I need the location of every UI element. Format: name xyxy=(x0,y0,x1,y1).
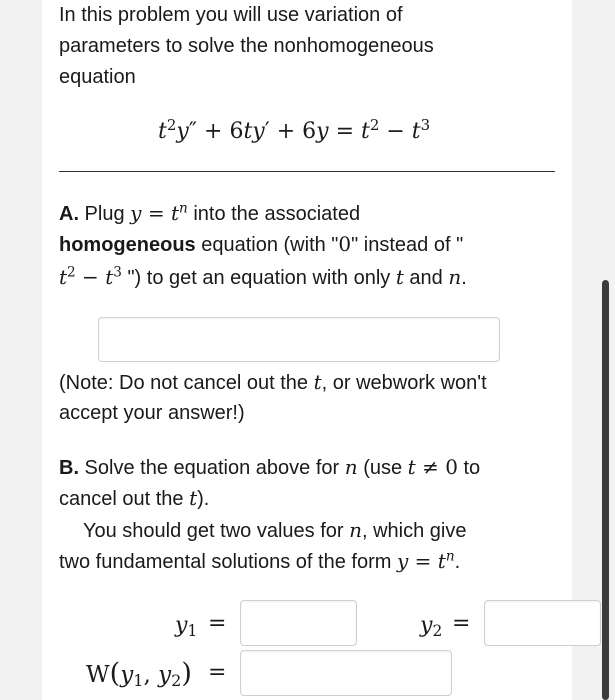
part-b-line-2: cancel out the t). xyxy=(59,486,210,510)
wronskian-equals: = xyxy=(208,660,227,685)
intro-line-3: equation xyxy=(59,66,136,88)
part-a-line-3: $t^2 - t^3$ ") to get an equation with only t and n. xyxy=(59,264,467,289)
part-b-line-3: You should get two values for n, which give xyxy=(83,518,467,542)
part-b-line-1: B. Solve the equation above for n (use t ≠ 0 to xyxy=(59,455,481,479)
y1-label: $y_1$ xyxy=(175,613,198,640)
page-left-margin xyxy=(0,0,42,700)
y1-equals: = xyxy=(208,611,227,636)
part-a-answer-input[interactable] xyxy=(98,317,500,362)
intro-line-1: In this problem you will use variation of xyxy=(59,4,403,26)
intro-line-2: parameters to solve the nonhomogeneous xyxy=(59,35,434,57)
homogeneous-bold: homogeneous xyxy=(59,234,196,256)
y2-equals: = xyxy=(452,611,471,636)
wronskian-label: $W(y_1$, $y_2$) xyxy=(86,658,192,691)
note-line-2: accept your answer!) xyxy=(59,402,245,424)
scrollbar-thumb[interactable] xyxy=(602,280,609,700)
part-a-line-1: A. Plug $y = t^n$ into the associated xyxy=(59,200,361,225)
y2-answer-input[interactable] xyxy=(484,600,601,646)
y2-label: $y_2$ xyxy=(420,613,443,640)
wronskian-answer-input[interactable] xyxy=(240,650,452,696)
part-b-label: B. xyxy=(59,457,79,479)
section-divider xyxy=(59,171,555,172)
part-a-label: A. xyxy=(59,203,79,225)
part-b-line-4: two fundamental solutions of the form $y = t^n$. xyxy=(59,548,461,573)
part-a-line-2: homogeneous equation (with "0" instead of " xyxy=(59,232,464,256)
note-line-1: (Note: Do not cancel out the t, or webwork won't xyxy=(59,370,487,394)
main-equation: $t^2y'' + 6ty' + 6y = t^2 - t^3$ xyxy=(158,115,431,144)
y1-answer-input[interactable] xyxy=(240,600,357,646)
